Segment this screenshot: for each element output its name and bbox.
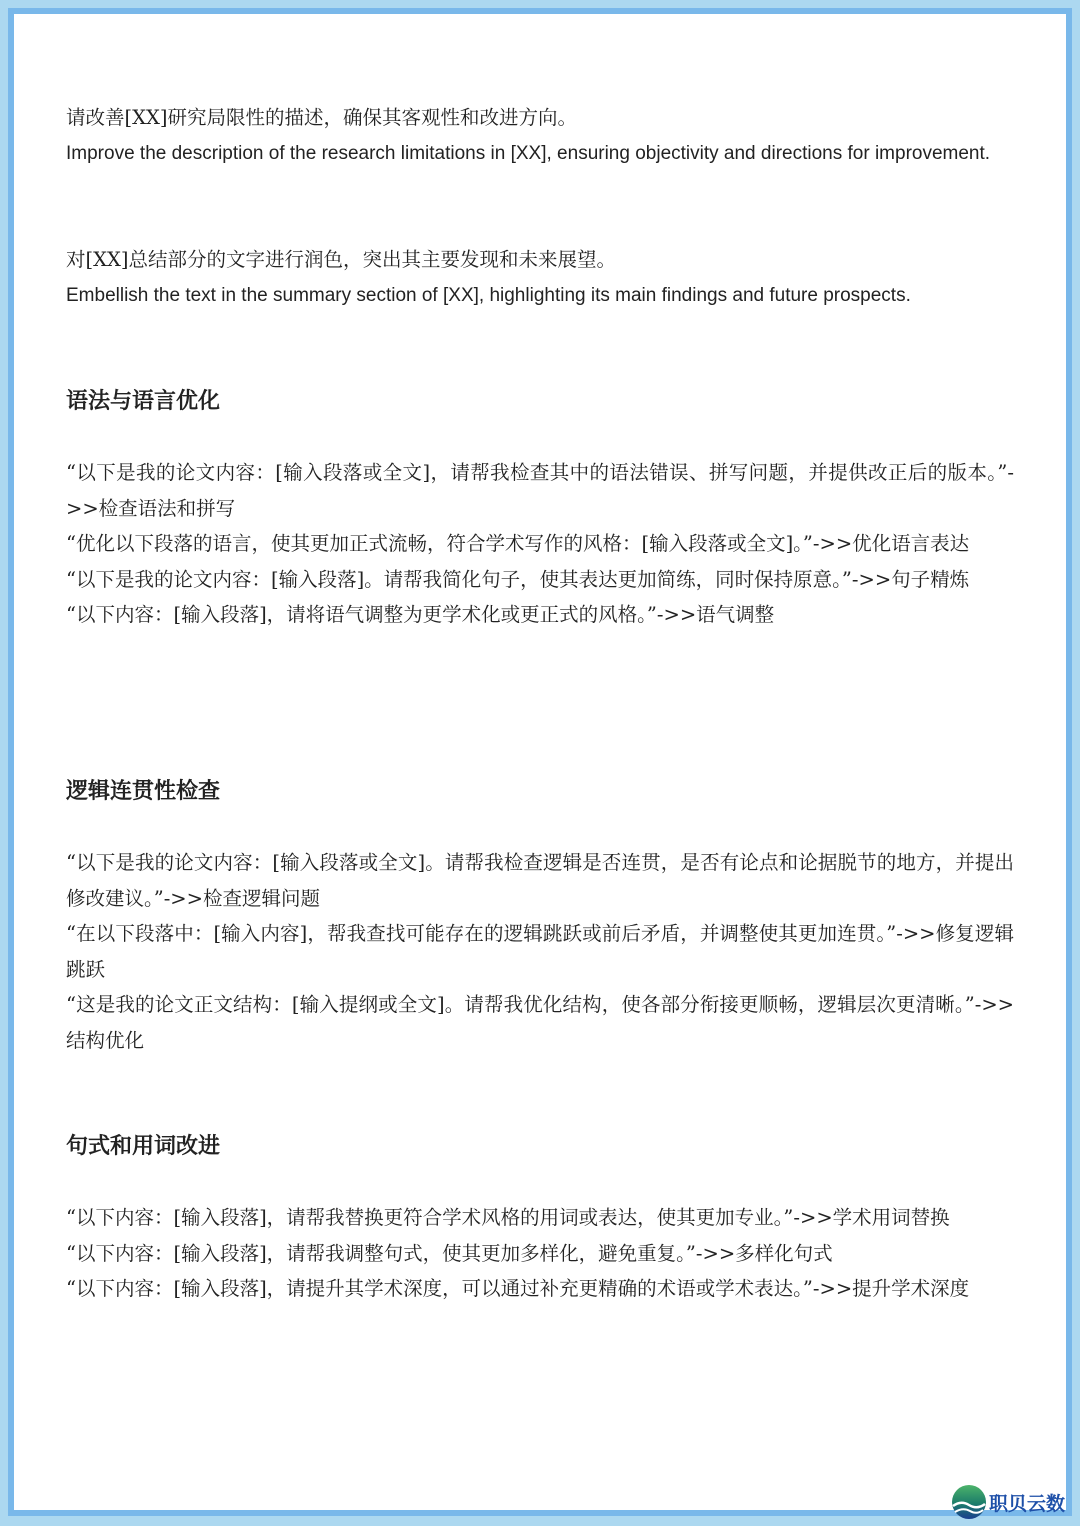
section-heading: 语法与语言优化 — [66, 389, 221, 414]
text-zh: 请改善[XX]研究局限性的描述，确保其客观性和改进方向。 — [66, 106, 577, 129]
text-en: Embellish the text in the summary section of [XX], highlighting its main findings and future prospects. — [66, 284, 911, 306]
section-list — [66, 455, 1014, 633]
globe-wave-logo-icon — [951, 1484, 987, 1520]
paragraph-limitations — [66, 100, 1014, 171]
text-en: Improve the description of the research limitations in [XX], ensuring objectivity and directions for improvement. — [66, 142, 991, 164]
section-list — [66, 1200, 1014, 1307]
list-item: “以下是我的论文内容：[输入段落或全文]。请帮我检查逻辑是否连贯，是否有论点和论据脱节的地方，并提出修改建议。”->>检查逻辑问题 — [66, 851, 1014, 910]
list-item: “以下是我的论文内容：[输入段落]。请帮我简化句子，使其表达更加简练，同时保持原意。”->>句子精炼 — [66, 567, 970, 591]
brand-logo — [951, 1484, 1065, 1520]
list-item: “在以下段落中：[输入内容]，帮我查找可能存在的逻辑跳跃或前后矛盾，并调整使其更加连贯。”->>修复逻辑跳跃 — [66, 922, 1014, 981]
section-heading: 逻辑连贯性检查 — [66, 779, 221, 804]
list-item: “优化以下段落的语言，使其更加正式流畅，符合学术写作的风格：[输入段落或全文]。”->>优化语言表达 — [66, 532, 970, 555]
list-item: “以下是我的论文内容：[输入段落或全文]，请帮我检查其中的语法错误、拼写问题，并提供改正后的版本。”->>检查语法和拼写 — [66, 461, 1014, 520]
logo-text: 职贝云数 — [989, 1492, 1066, 1515]
paragraph-summary — [66, 242, 1014, 313]
list-item: “以下内容：[输入段落]，请将语气调整为更学术化或更正式的风格。”->>语气调整 — [66, 603, 775, 626]
section-list — [66, 845, 1014, 1058]
list-item: “以下内容：[输入段落]，请帮我调整句式，使其更加多样化，避免重复。”->>多样化句式 — [66, 1241, 833, 1265]
list-item: “以下内容：[输入段落]，请提升其学术深度，可以通过补充更精确的术语或学术表达。”->>提升学术深度 — [66, 1277, 970, 1300]
list-item: “以下内容：[输入段落]，请帮我替换更符合学术风格的用词或表达，使其更加专业。”->>学术用词替换 — [66, 1206, 950, 1229]
section-heading: 句式和用词改进 — [66, 1134, 221, 1159]
list-item: “这是我的论文正文结构：[输入提纲或全文]。请帮我优化结构，使各部分衔接更顺畅，逻辑层次更清晰。”->>结构优化 — [66, 993, 1014, 1052]
text-zh: 对[XX]总结部分的文字进行润色，突出其主要发现和未来展望。 — [66, 248, 616, 271]
